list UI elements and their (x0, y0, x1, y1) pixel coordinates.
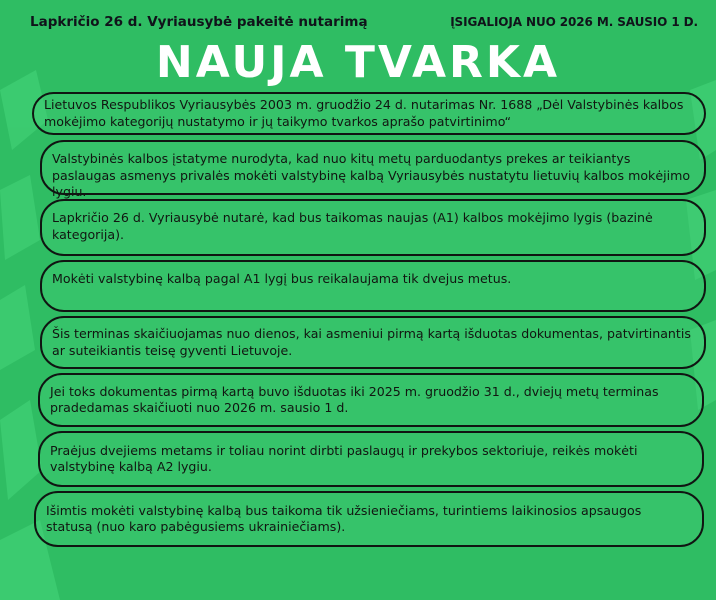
info-item-6 (38, 373, 704, 427)
header-left-text: Lapkričio 26 d. Vyriausybė pakeitė nutarimą (30, 14, 368, 30)
info-item-4 (40, 260, 706, 312)
info-item-text: Šis terminas skaičiuojamas nuo dienos, kai asmeniui pirmą kartą išduotas dokumentas, patvirtinantis ar suteikiantis teisę gyventi Lietuvoje. (52, 326, 691, 358)
info-item-text: Išimtis mokėti valstybinę kalbą bus taikoma tik užsieniečiams, turintiems laikinosios apsaugos statusą (nuo karo pabėgusiems ukrainiečiams). (46, 502, 642, 534)
info-item-5 (40, 316, 706, 369)
info-item-7 (38, 431, 704, 487)
info-item-text: Mokėti valstybinę kalbą pagal A1 lygį bus reikalaujama tik dvejus metus. (52, 271, 512, 286)
effective-date-text: ĮSIGALIOJA NUO 2026 M. SAUSIO 1 D. (450, 15, 698, 29)
info-item-text: Praėjus dvejiems metams ir toliau norint dirbti paslaugų ir prekybos sektoriuje, reikės mokėti valstybinę kalbą A2 lygiu. (50, 442, 638, 474)
info-item-text: Lapkričio 26 d. Vyriausybė nutarė, kad bus taikomas naujas (A1) kalbos mokėjimo lygis (bazinė kategorija). (52, 210, 653, 242)
info-item-2 (40, 140, 706, 199)
info-item-text: Lietuvos Respublikos Vyriausybės 2003 m. gruodžio 24 d. nutarimas Nr. 1688 „Dėl Valstybinės kalbos mokėjimo kategorijų nustatymo ir jų taikymo tvarkos aprašo patvirtinimo“ (44, 97, 684, 129)
info-item-3 (40, 199, 706, 256)
page-title: NAUJA TVARKA (155, 37, 561, 88)
info-item-1 (32, 92, 706, 135)
info-item-text: Valstybinės kalbos įstatyme nurodyta, kad nuo kitų metų parduodantys prekes ar teikiantys paslaugas asmenys privalės mokėti valstybinę kalbą Vyriausybės nustatytu lietuvių kalbos mokėjimo lygiu. (52, 151, 691, 199)
info-item-8 (34, 491, 704, 547)
info-item-text: Jei toks dokumentas pirmą kartą buvo išduotas iki 2025 m. gruodžio 31 d., dviejų metų terminas pradedamas skaičiuoti nuo 2026 m. sausio 1 d. (50, 383, 659, 415)
